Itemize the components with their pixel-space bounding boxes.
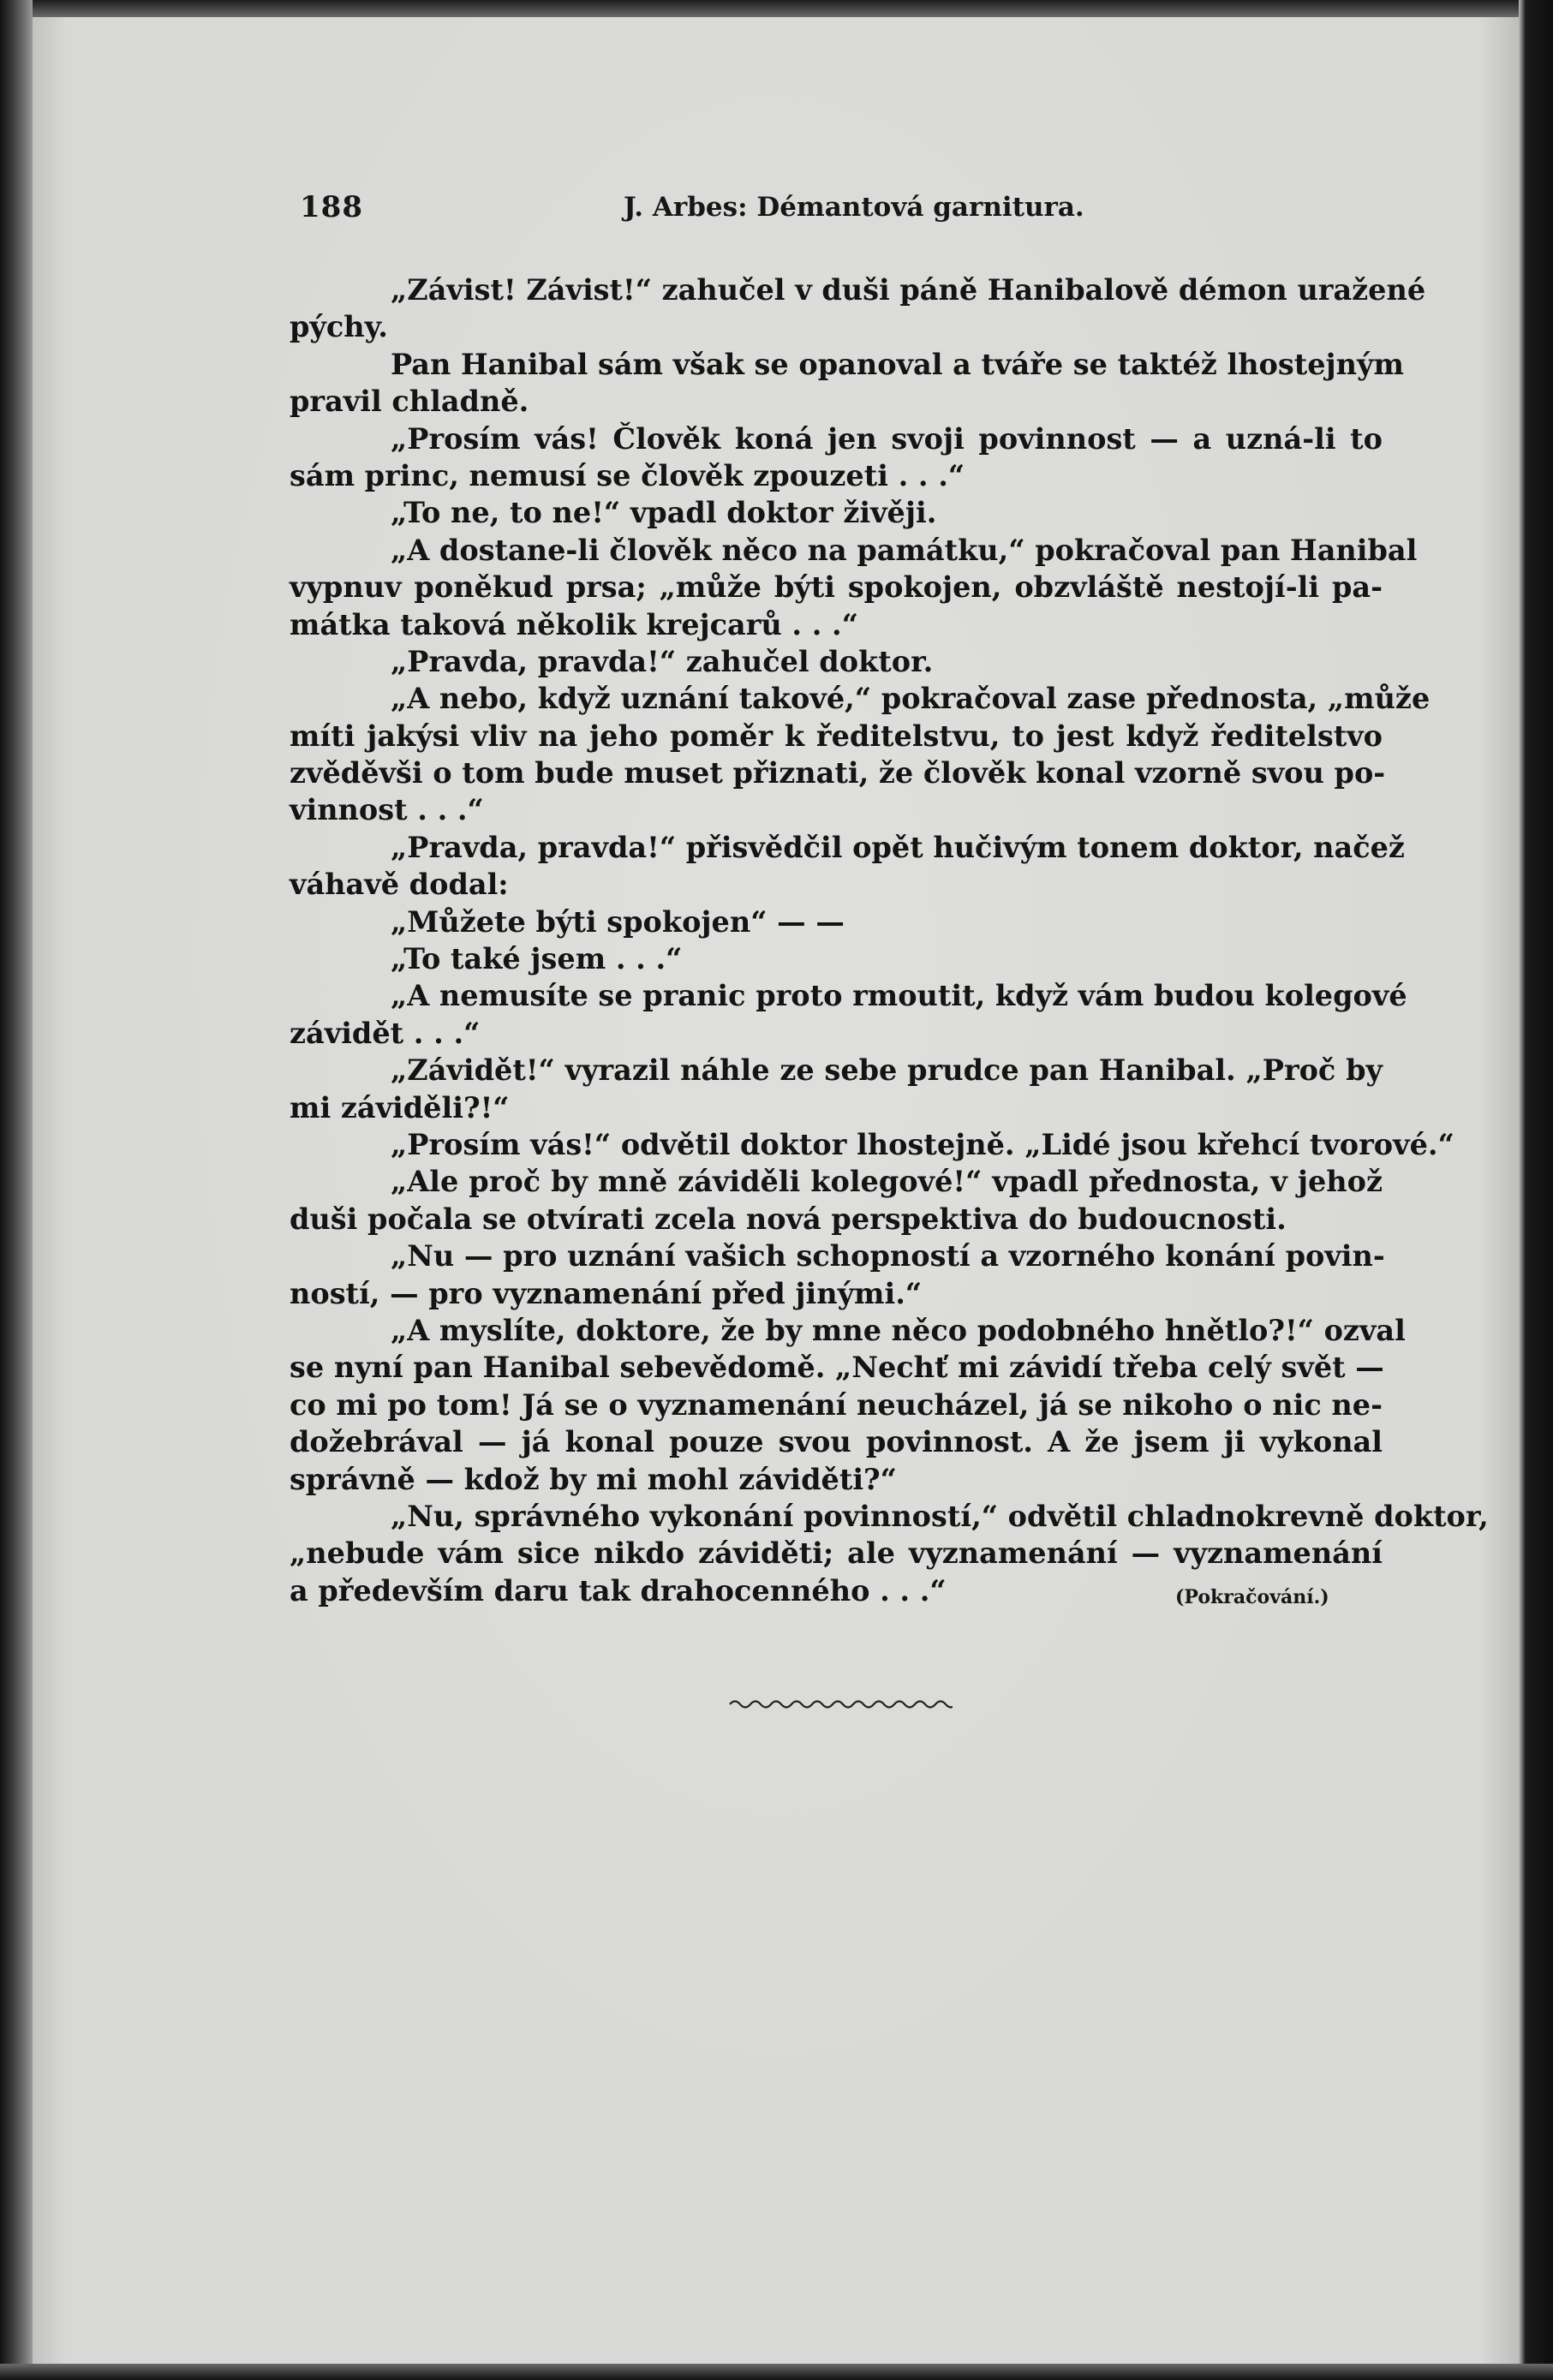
text-line: „To také jsem . . .“ bbox=[391, 942, 683, 976]
continued-note: (Pokračování.) bbox=[1175, 1586, 1329, 1608]
text-line: pýchy. bbox=[290, 310, 388, 344]
text-line: míti jakýsi vliv na jeho poměr k ředitelstvu, to jest když ředitelstvo bbox=[290, 719, 1383, 753]
text-line: „nebude vám sice nikdo záviděti; ale vyznamenání — vyznamenání bbox=[290, 1536, 1383, 1571]
text-line: „Závidět!“ vyrazil náhle ze sebe prudce pan Hanibal. „Proč by bbox=[391, 1053, 1383, 1088]
scan-right-edge bbox=[1519, 0, 1553, 2380]
scan-top-edge bbox=[0, 0, 1553, 17]
text-line: mátka taková několik krejcarů . . .“ bbox=[290, 607, 858, 641]
text-line: a především daru tak drahocenného . . .“ bbox=[290, 1573, 947, 1608]
text-line: „A nebo, když uznání takové,“ pokračoval zase přednosta, „může bbox=[391, 682, 1431, 716]
text-line: „Pravda, pravda!“ zahučel doktor. bbox=[391, 644, 934, 678]
text-line: Pan Hanibal sám však se opanoval a tváře se taktéž lhostejným bbox=[391, 347, 1404, 381]
text-line: „Nu — pro uznání vašich schopností a vzorného konání povin- bbox=[391, 1239, 1385, 1274]
scan-left-edge bbox=[0, 0, 33, 2380]
text-line: ností, — pro vyznamenání před jinými.“ bbox=[290, 1276, 923, 1310]
text-line: „A myslíte, doktore, že by mne něco podobného hnětlo?!“ ozval bbox=[391, 1313, 1406, 1347]
text-line: „Ale proč by mně záviděli kolegové!“ vpadl přednosta, v jehož bbox=[391, 1165, 1383, 1199]
text-line: dožebrával — já konal pouze svou povinnost. A že jsem ji vykonal bbox=[290, 1425, 1383, 1459]
text-line: váhavě dodal: bbox=[290, 868, 509, 902]
text-line: mi záviděli?!“ bbox=[290, 1090, 510, 1124]
body-text bbox=[290, 271, 1489, 1609]
text-line: vypnuv poněkud prsa; „může býti spokojen, obzvláště nestojí-li pa- bbox=[290, 570, 1383, 605]
page-header bbox=[300, 190, 1084, 238]
text-line: „A dostane-li člověk něco na památku,“ pokračoval pan Hanibal bbox=[391, 533, 1418, 567]
text-line: „Můžete býti spokojen“ — — bbox=[391, 904, 845, 939]
text-line: co mi po tom! Já se o vyznamenání neucházel, já se nikoho o nic ne- bbox=[290, 1387, 1383, 1422]
text-line: zvěděvši o tom bude muset přiznati, že člověk konal vzorně svou po- bbox=[290, 756, 1386, 790]
wavy-divider-ornament bbox=[728, 1696, 953, 1713]
text-line: „Pravda, pravda!“ přisvědčil opět hučivým tonem doktor, načež bbox=[391, 830, 1405, 864]
text-line: „Prosím vás! Člověk koná jen svoji povinnost — a uzná-li to bbox=[391, 421, 1383, 456]
text-line: „Nu, správného vykonání povinností,“ odvětil chladnokrevně doktor, bbox=[391, 1499, 1489, 1533]
scan-bottom-edge bbox=[0, 2364, 1553, 2380]
text-line: „To ne, to ne!“ vpadl doktor živěji. bbox=[391, 496, 937, 530]
text-line: „Závist! Závist!“ zahučel v duši páně Hanibalově démon uražené bbox=[391, 273, 1426, 307]
text-line: závidět . . .“ bbox=[290, 1016, 481, 1050]
text-line: vinnost . . .“ bbox=[290, 793, 484, 827]
text-line: pravil chladně. bbox=[290, 385, 529, 419]
text-line: se nyní pan Hanibal sebevědomě. „Nechť mi závidí třeba celý svět — bbox=[290, 1351, 1384, 1385]
text-line: „Prosím vás!“ odvětil doktor lhostejně. „Lidé jsou křehcí tvorové.“ bbox=[391, 1127, 1454, 1161]
text-line: duši počala se otvírati zcela nová perspektiva do budoucnosti. bbox=[290, 1202, 1287, 1236]
text-line: správně — kdož by mi mohl záviděti?“ bbox=[290, 1462, 897, 1496]
page-number: 188 bbox=[300, 190, 363, 224]
text-line: sám princ, nemusí se člověk zpouzeti . . .“ bbox=[290, 458, 965, 492]
running-title: J. Arbes: Démantová garnitura. bbox=[624, 192, 1084, 223]
text-line: „A nemusíte se pranic proto rmoutit, když vám budou kolegové bbox=[391, 979, 1407, 1013]
